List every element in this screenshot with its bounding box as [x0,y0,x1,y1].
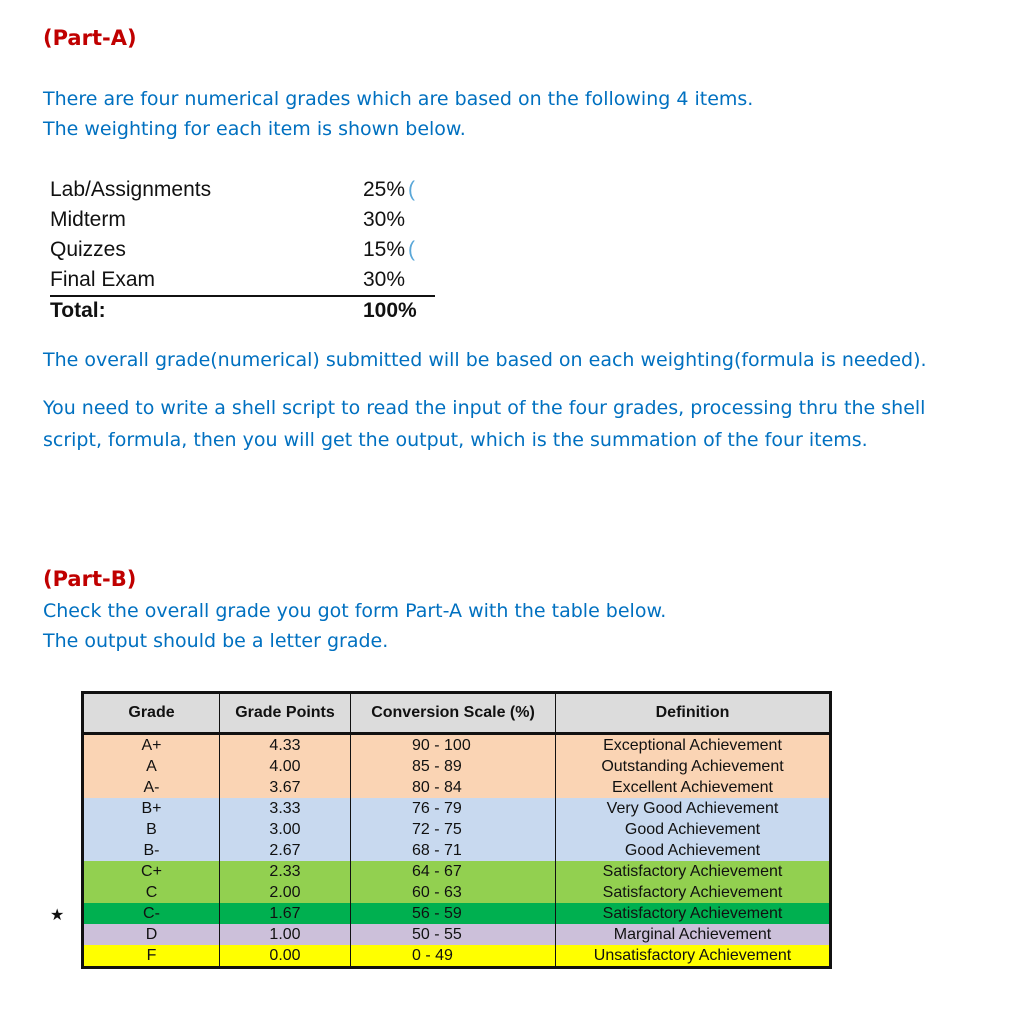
grade-points-cell: 2.00 [220,882,351,903]
table-header-row [83,693,831,734]
scale-low: 90 [412,737,430,754]
conversion-scale-cell: 56 - 59 [351,903,556,924]
definition-cell: Very Good Achievement [556,798,831,819]
header-grade-points: Grade Points [220,693,351,734]
definition-cell: Outstanding Achievement [556,756,831,777]
grade-cell: A- [83,777,220,798]
scale-high: 55 [444,926,462,943]
grade-table-body [83,734,831,968]
table-row [83,798,831,819]
scale-low: 60 [412,884,430,901]
total-value: 100% [363,299,417,322]
definition-cell: Good Achievement [556,840,831,861]
weight-row [50,176,435,206]
header-definition: Definition [556,693,831,734]
weight-row [50,206,435,236]
definition-cell: Marginal Achievement [556,924,831,945]
header-conversion-scale: Conversion Scale (%) [351,693,556,734]
part-a-heading: (Part-A) [43,26,137,50]
scale-low: 72 [412,821,430,838]
scale-high: 49 [435,947,453,964]
scale-low: 85 [412,758,430,775]
intro-line: The weighting for each item is shown below. [43,118,466,140]
scale-low: 0 [412,947,421,964]
scale-high: 71 [444,842,462,859]
grade-points-cell: 1.00 [220,924,351,945]
conversion-scale-cell: 76 - 79 [351,798,556,819]
weight-item: Lab/Assignments [50,178,212,201]
scale-high: 84 [444,779,462,796]
conversion-scale-cell: 85 - 89 [351,756,556,777]
scale-high: 79 [444,800,462,817]
scale-high: 67 [444,863,462,880]
table-row [83,756,831,777]
weight-value: 15% [363,238,406,261]
scale-low: 80 [412,779,430,796]
intro-line: There are four numerical grades which are based on the following 4 items. [43,88,754,110]
total-label: Total: [50,299,106,322]
weight-row [50,266,435,297]
scale-high: 100 [444,737,471,754]
definition-cell: Satisfactory Achievement [556,882,831,903]
grade-cell: F [83,945,220,968]
scale-low: 56 [412,905,430,922]
part-a-intro [43,84,753,144]
conversion-scale-cell: 64 - 67 [351,861,556,882]
table-row [83,945,831,968]
weight-item: Quizzes [50,238,126,261]
weight-item: Final Exam [50,268,156,291]
definition-cell: Satisfactory Achievement [556,903,831,924]
weight-value: 30% [363,208,406,231]
shell-script-text: You need to write a shell script to read the input of the four grades, processing thru the shell script, formula, then you will get the output, which is the summation of the four items. [43,397,926,451]
part-b-line: Check the overall grade you got form Part-A with the table below. [43,600,667,622]
table-row [83,882,831,903]
grade-points-cell: 2.67 [220,840,351,861]
weight-item: Midterm [50,208,126,231]
conversion-scale-cell: 68 - 71 [351,840,556,861]
overall-grade-text: The overall grade(numerical) submitted will be based on each weighting(formula is needed). [43,349,927,371]
definition-cell: Excellent Achievement [556,777,831,798]
table-row [83,840,831,861]
conversion-scale-cell: 72 - 75 [351,819,556,840]
grade-cell: C+ [83,861,220,882]
grade-points-cell: 1.67 [220,903,351,924]
scale-high: 75 [444,821,462,838]
grade-cell: C- [83,903,220,924]
grade-cell: C [83,882,220,903]
grade-points-cell: 3.33 [220,798,351,819]
grade-points-cell: 4.00 [220,756,351,777]
weight-total-row [50,297,435,327]
weighting-list [50,176,435,327]
scale-low: 76 [412,800,430,817]
conversion-scale-cell: 60 - 63 [351,882,556,903]
conversion-scale-cell: 80 - 84 [351,777,556,798]
table-row [83,734,831,757]
conversion-scale-cell: 90 - 100 [351,734,556,757]
star-icon: ★ [50,905,65,924]
weight-row [50,236,435,266]
scale-high: 59 [444,905,462,922]
definition-cell: Good Achievement [556,819,831,840]
grade-cell: D [83,924,220,945]
table-row [83,924,831,945]
part-b-line: The output should be a letter grade. [43,630,389,652]
grade-cell: B- [83,840,220,861]
definition-cell: Satisfactory Achievement [556,861,831,882]
grade-cell: A+ [83,734,220,757]
grade-table [81,691,832,969]
grade-points-cell: 2.33 [220,861,351,882]
scale-low: 50 [412,926,430,943]
weight-paren: ( [408,238,416,261]
scale-low: 68 [412,842,430,859]
table-row [83,903,831,924]
conversion-scale-cell: 0 - 49 [351,945,556,968]
table-row [83,861,831,882]
grade-cell: B+ [83,798,220,819]
part-b-heading: (Part-B) [43,567,137,591]
definition-cell: Unsatisfactory Achievement [556,945,831,968]
grade-cell: B [83,819,220,840]
part-b-intro [43,596,666,656]
table-row [83,819,831,840]
scale-low: 64 [412,863,430,880]
weight-paren: ( [408,178,416,201]
weight-value: 25% [363,178,406,201]
grade-points-cell: 4.33 [220,734,351,757]
weight-value: 30% [363,268,406,291]
grade-points-cell: 3.67 [220,777,351,798]
scale-high: 63 [444,884,462,901]
grade-points-cell: 0.00 [220,945,351,968]
conversion-scale-cell: 50 - 55 [351,924,556,945]
table-row [83,777,831,798]
scale-high: 89 [444,758,462,775]
grade-points-cell: 3.00 [220,819,351,840]
grade-cell: A [83,756,220,777]
header-grade: Grade [83,693,220,734]
definition-cell: Exceptional Achievement [556,734,831,757]
